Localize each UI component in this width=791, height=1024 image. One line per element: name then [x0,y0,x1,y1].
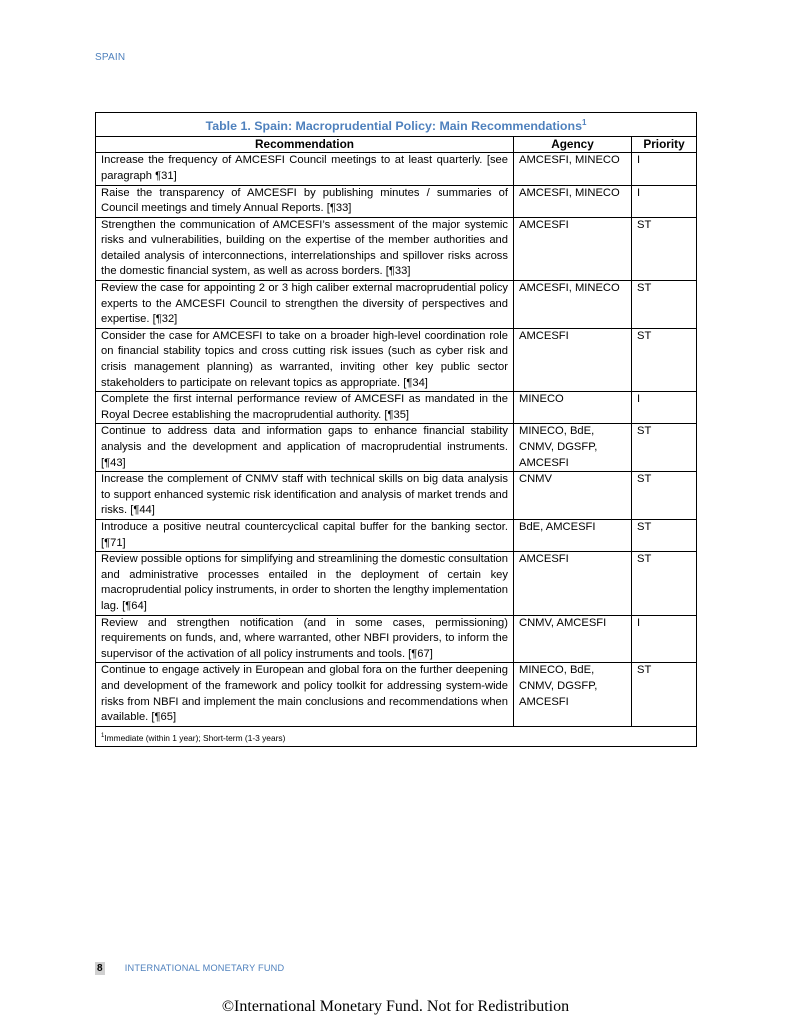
agency-cell: BdE, AMCESFI [514,519,632,551]
recommendation-cell: Increase the frequency of AMCESFI Council meetings to at least quarterly. [see paragraph ¶31] [96,153,514,185]
priority-cell: ST [632,328,697,391]
column-header-priority: Priority [632,136,697,153]
running-header: SPAIN [95,52,126,63]
table-footnote [96,726,697,747]
recommendation-cell: Complete the first internal performance review of AMCESFI as mandated in the Royal Decree establishing the macroprudential authority. [¶35] [96,392,514,424]
table-row [96,281,697,329]
table-body [96,153,697,726]
table-row [96,392,697,424]
priority-cell: ST [632,217,697,280]
agency-cell: AMCESFI [514,552,632,615]
priority-cell: ST [632,663,697,726]
agency-cell: CNMV [514,472,632,520]
table-row [96,217,697,280]
recommendation-cell: Strengthen the communication of AMCESFI’s assessment of the major systemic risks and vulnerabilities, building on the expertise of the member authorities and detailed analysis of interconnections, interrelationships and spillover risks across the domestic financial system, as well as across borders. [¶33] [96,217,514,280]
column-header-agency: Agency [514,136,632,153]
recommendation-cell: Continue to address data and information gaps to enhance financial stability analysis and the development and application of macroprudential instruments. [¶43] [96,424,514,472]
agency-cell: MINECO, BdE, CNMV, DGSFP, AMCESFI [514,424,632,472]
agency-cell: MINECO [514,392,632,424]
agency-cell: AMCESFI, MINECO [514,153,632,185]
table-title [96,113,697,137]
agency-cell: AMCESFI [514,328,632,391]
agency-cell: AMCESFI, MINECO [514,281,632,329]
agency-cell: AMCESFI, MINECO [514,185,632,217]
footer-publisher: INTERNATIONAL MONETARY FUND [124,963,285,973]
agency-cell: AMCESFI [514,217,632,280]
priority-cell: ST [632,424,697,472]
recommendations-table-container [95,112,696,747]
recommendation-cell: Introduce a positive neutral countercyclical capital buffer for the banking sector. [¶71] [96,519,514,551]
table-row [96,519,697,551]
priority-cell: ST [632,519,697,551]
table-row [96,328,697,391]
agency-cell: CNMV, AMCESFI [514,615,632,663]
agency-cell: MINECO, BdE, CNMV, DGSFP, AMCESFI [514,663,632,726]
copyright-notice: ©International Monetary Fund. Not for Redistribution [221,998,570,1015]
table-row [96,424,697,472]
priority-cell: I [632,153,697,185]
recommendation-cell: Review possible options for simplifying and streamlining the domestic consultation and administrative processes entailed in the deployment of certain key macroprudential policy instruments, in order to shorten the lengthy implementation lag. [¶64] [96,552,514,615]
recommendation-cell: Raise the transparency of AMCESFI by publishing minutes / summaries of Council meetings and timely Annual Reports. [¶33] [96,185,514,217]
table-row [96,153,697,185]
recommendation-cell: Increase the complement of CNMV staff with technical skills on big data analysis to support enhanced systemic risk identification and analysis of market trends and risks. [¶44] [96,472,514,520]
priority-cell: I [632,615,697,663]
table-row [96,663,697,726]
priority-cell: I [632,185,697,217]
priority-cell: I [632,392,697,424]
page-footer [95,962,284,975]
footnote-mark: 1 [101,732,105,739]
table-title-footnote-mark: 1 [581,118,587,127]
recommendation-cell: Consider the case for AMCESFI to take on a broader high-level coordination role on financial stability topics and cross cutting risk issues (such as cyber risk and crisis management planning) as warranted, inviting other key public sector stakeholders to participate on relevant topics as appropriate. [¶34] [96,328,514,391]
table-header-row [96,136,697,153]
recommendations-table [95,112,697,747]
footnote-text: Immediate (within 1 year); Short-term (1-3 years) [104,732,286,743]
recommendation-cell: Continue to engage actively in European and global fora on the further deepening and development of the framework and policy toolkit for addressing system-wide risks from NBFI and implement the main conclusions and recommendations when available. [¶65] [96,663,514,726]
page-number: 8 [97,963,103,974]
table-row [96,185,697,217]
table-row [96,615,697,663]
recommendation-cell: Review and strengthen notification (and in some cases, permissioning) requirements on funds, and, where warranted, other NBFI providers, to inform the supervisor of the activation of all policy instruments and tools. [¶67] [96,615,514,663]
priority-cell: ST [632,281,697,329]
priority-cell: ST [632,472,697,520]
table-row [96,472,697,520]
table-row [96,552,697,615]
column-header-recommendation: Recommendation [96,136,514,153]
priority-cell: ST [632,552,697,615]
table-title-text: Table 1. Spain: Macroprudential Policy: Main Recommendations [205,119,582,134]
recommendation-cell: Review the case for appointing 2 or 3 high caliber external macroprudential policy experts to the AMCESFI Council to strengthen the diversity of perspectives and expertise. [¶32] [96,281,514,329]
